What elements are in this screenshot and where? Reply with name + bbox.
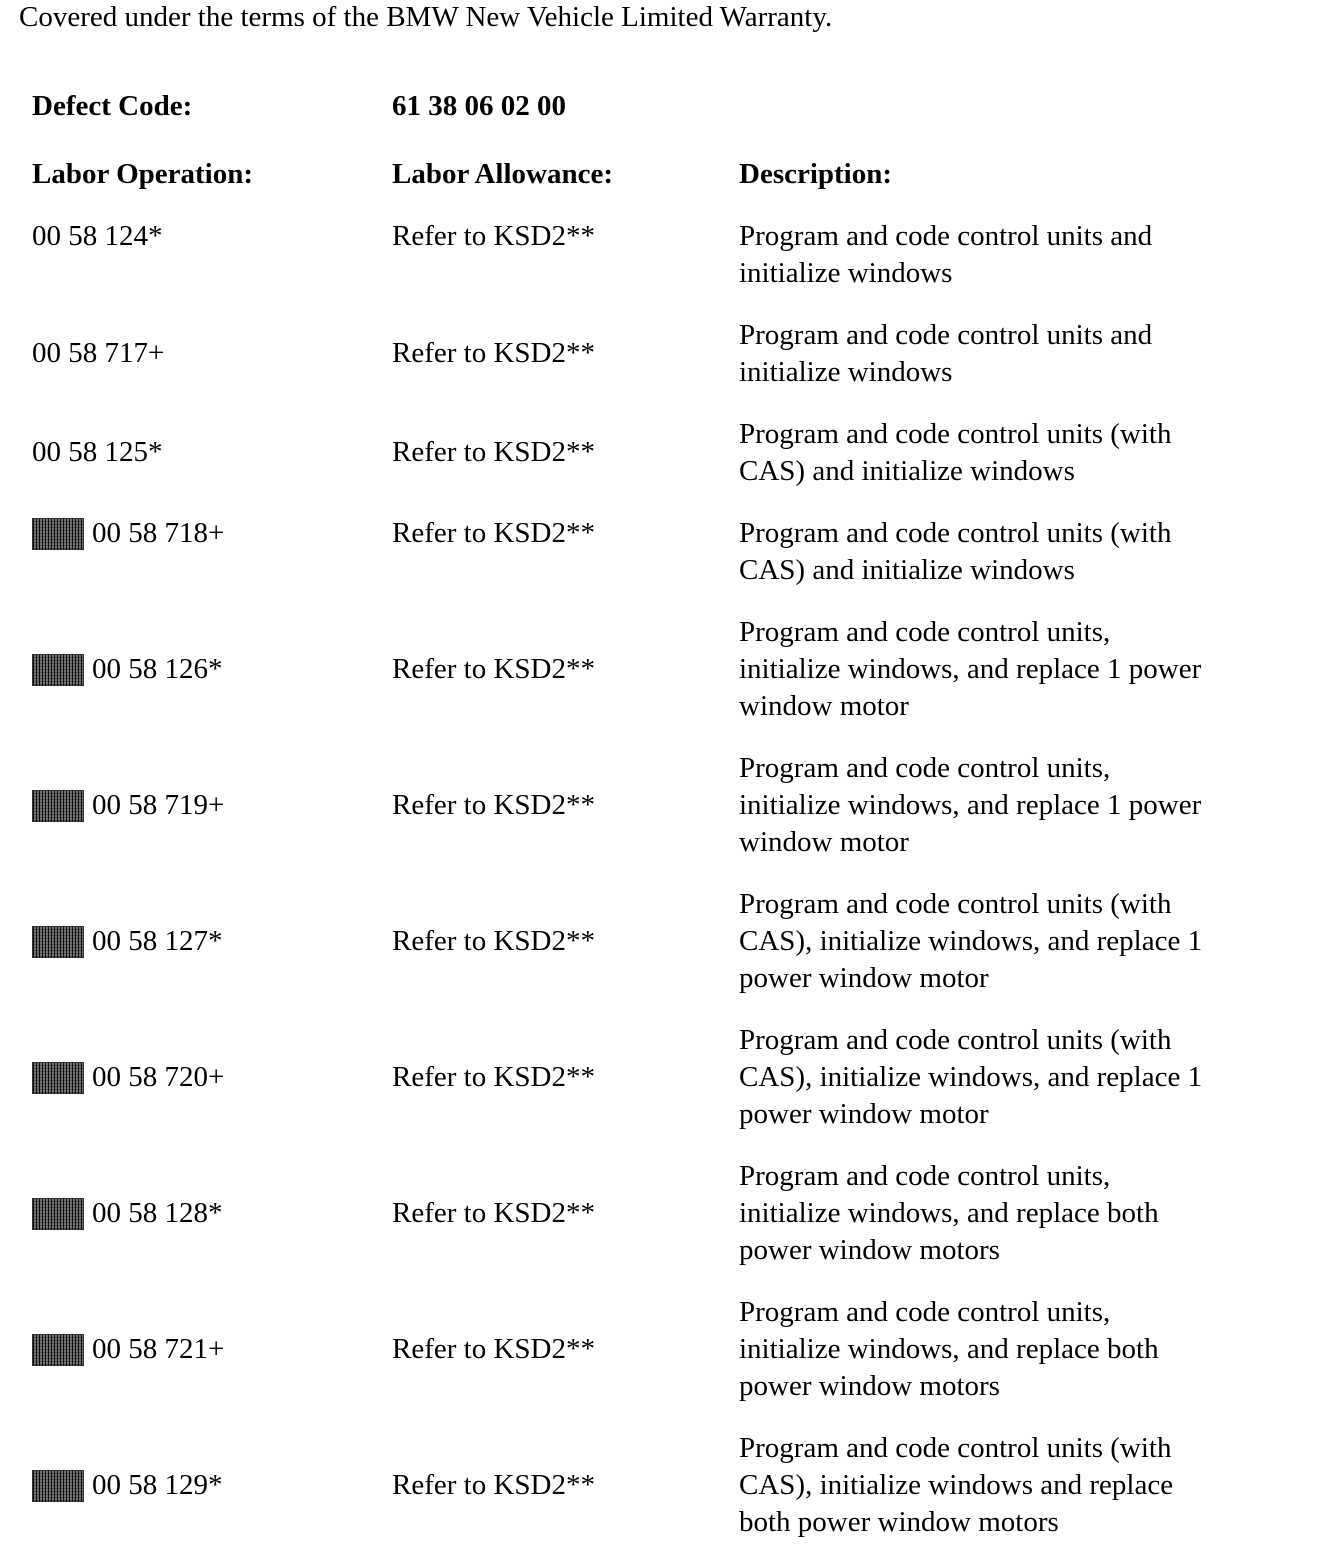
description-line: Program and code control units (with (739, 1024, 1172, 1056)
description-cell (739, 1158, 1299, 1269)
description-cell (739, 886, 1299, 997)
labor-operation-cell (32, 886, 223, 997)
description-line: CAS), initialize windows and replace (739, 1469, 1174, 1501)
description-line: CAS), initialize windows, and replace 1 (739, 925, 1203, 957)
table-row (0, 886, 1328, 997)
description-cell (739, 1430, 1299, 1541)
description-line: initialize windows (739, 257, 953, 289)
table-row (0, 416, 1328, 490)
labor-operation-code: 00 58 129* (92, 1469, 223, 1501)
description-line: window motor (739, 690, 909, 722)
description-line: power window motor (739, 1098, 989, 1130)
description-line: CAS) and initialize windows (739, 554, 1075, 586)
description-line: both power window motors (739, 1506, 1059, 1538)
table-row (0, 750, 1328, 861)
revision-marker-icon (32, 518, 84, 550)
labor-operation-cell (32, 218, 163, 255)
table-row (0, 515, 1328, 589)
labor-allowance-cell: Refer to KSD2** (392, 1469, 595, 1501)
labor-operation-cell (32, 1430, 223, 1541)
table-row (0, 614, 1328, 725)
revision-marker-icon (32, 654, 84, 686)
description-cell (739, 317, 1299, 391)
description-line: Program and code control units, (739, 752, 1111, 784)
description-cell (739, 416, 1299, 490)
labor-operation-cell (32, 614, 223, 725)
labor-allowance-cell: Refer to KSD2** (392, 653, 595, 685)
intro-text: Covered under the terms of the BMW New Vehicle Limited Warranty. (19, 1, 833, 33)
header-labor-allowance: Labor Allowance: (392, 158, 613, 190)
description-cell (739, 218, 1299, 292)
table-row (0, 317, 1328, 391)
table-row (0, 1430, 1328, 1541)
revision-marker-icon (32, 926, 84, 958)
description-line: Program and code control units (with (739, 1432, 1172, 1464)
labor-allowance-cell: Refer to KSD2** (392, 1333, 595, 1365)
header-labor-operation: Labor Operation: (32, 158, 253, 190)
description-line: initialize windows, and replace both (739, 1197, 1159, 1229)
description-line: Program and code control units, (739, 616, 1111, 648)
description-line: Program and code control units, (739, 1296, 1111, 1328)
revision-marker-icon (32, 1470, 84, 1502)
table-row (0, 1294, 1328, 1405)
description-line: initialize windows (739, 356, 953, 388)
labor-operation-code: 00 58 717+ (32, 337, 165, 369)
labor-allowance-cell: Refer to KSD2** (392, 220, 595, 252)
labor-allowance-cell: Refer to KSD2** (392, 925, 595, 957)
description-line: power window motors (739, 1234, 1000, 1266)
labor-operation-cell (32, 335, 164, 372)
labor-operation-code: 00 58 718+ (92, 517, 225, 549)
defect-code-label: Defect Code: (32, 90, 193, 122)
labor-allowance-cell: Refer to KSD2** (392, 789, 595, 821)
defect-code-row (0, 88, 1328, 124)
description-line: power window motor (739, 962, 989, 994)
labor-operation-cell (32, 750, 224, 861)
description-line: initialize windows, and replace 1 power (739, 789, 1202, 821)
revision-marker-icon (32, 1198, 84, 1230)
defect-code-value: 61 38 06 02 00 (392, 90, 566, 122)
labor-operation-code: 00 58 721+ (92, 1333, 225, 1365)
labor-operation-code: 00 58 124* (32, 220, 163, 252)
header-description: Description: (739, 158, 893, 190)
table-row (0, 218, 1328, 292)
labor-operation-code: 00 58 126* (92, 653, 223, 685)
table-header (0, 156, 1328, 192)
revision-marker-icon (32, 1334, 84, 1366)
labor-operation-code: 00 58 128* (92, 1197, 223, 1229)
description-line: Program and code control units (with (739, 888, 1172, 920)
description-line: Program and code control units and (739, 220, 1153, 252)
labor-allowance-cell: Refer to KSD2** (392, 337, 595, 369)
description-line: Program and code control units (with (739, 418, 1172, 450)
description-line: window motor (739, 826, 909, 858)
labor-allowance-cell: Refer to KSD2** (392, 436, 595, 468)
description-line: power window motors (739, 1370, 1000, 1402)
revision-marker-icon (32, 790, 84, 822)
description-line: CAS) and initialize windows (739, 455, 1075, 487)
labor-operation-cell (32, 1294, 224, 1405)
description-line: initialize windows, and replace both (739, 1333, 1159, 1365)
labor-operation-code: 00 58 127* (92, 925, 223, 957)
description-cell (739, 1294, 1299, 1405)
description-line: initialize windows, and replace 1 power (739, 653, 1202, 685)
description-line: Program and code control units, (739, 1160, 1111, 1192)
description-cell (739, 614, 1299, 725)
labor-operation-cell (32, 434, 163, 471)
labor-allowance-cell: Refer to KSD2** (392, 517, 595, 549)
description-line: Program and code control units and (739, 319, 1153, 351)
description-cell (739, 750, 1299, 861)
table-row (0, 1158, 1328, 1269)
labor-operation-code: 00 58 719+ (92, 789, 225, 821)
description-cell (739, 1022, 1299, 1133)
description-cell (739, 515, 1299, 589)
description-line: CAS), initialize windows, and replace 1 (739, 1061, 1203, 1093)
labor-operation-code: 00 58 125* (32, 436, 163, 468)
labor-operation-cell (32, 1022, 224, 1133)
labor-operation-cell (32, 515, 224, 552)
description-line: Program and code control units (with (739, 517, 1172, 549)
labor-operation-code: 00 58 720+ (92, 1061, 225, 1093)
table-row (0, 1022, 1328, 1133)
labor-allowance-cell: Refer to KSD2** (392, 1061, 595, 1093)
revision-marker-icon (32, 1062, 84, 1094)
labor-operation-cell (32, 1158, 223, 1269)
labor-allowance-cell: Refer to KSD2** (392, 1197, 595, 1229)
